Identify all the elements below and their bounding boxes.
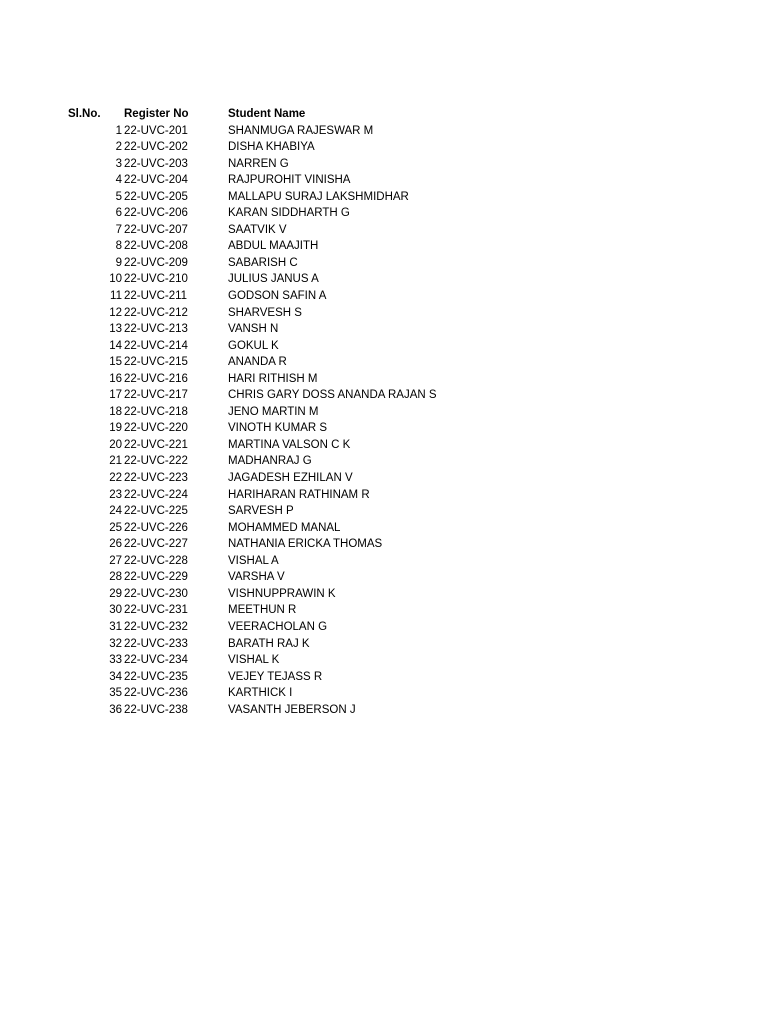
cell-slno: 34 bbox=[109, 670, 122, 683]
table-row bbox=[0, 669, 768, 686]
cell-student-name: CHRIS GARY DOSS ANANDA RAJAN S bbox=[228, 389, 437, 402]
cell-slno: 2 bbox=[115, 141, 122, 154]
cell-register-no: 22-UVC-230 bbox=[124, 587, 188, 600]
cell-register-no: 22-UVC-215 bbox=[124, 356, 188, 369]
student-list-sheet bbox=[0, 106, 768, 718]
cell-register-no: 22-UVC-206 bbox=[124, 207, 188, 220]
cell-student-name: ABDUL MAAJITH bbox=[228, 240, 319, 253]
cell-register-no: 22-UVC-211 bbox=[124, 290, 188, 303]
table-row bbox=[0, 437, 768, 454]
cell-register-no: 22-UVC-216 bbox=[124, 372, 188, 385]
cell-register-no: 22-UVC-223 bbox=[124, 472, 188, 485]
cell-register-no: 22-UVC-208 bbox=[124, 240, 188, 253]
cell-register-no: 22-UVC-207 bbox=[124, 223, 188, 236]
table-row bbox=[0, 487, 768, 504]
table-row bbox=[0, 503, 768, 520]
table-row bbox=[0, 238, 768, 255]
cell-student-name: RAJPUROHIT VINISHA bbox=[228, 174, 351, 187]
cell-student-name: VEERACHOLAN G bbox=[228, 620, 328, 633]
cell-register-no: 22-UVC-234 bbox=[124, 654, 188, 667]
header-slno: Sl.No. bbox=[68, 108, 101, 120]
table-body bbox=[0, 123, 768, 719]
table-row bbox=[0, 255, 768, 272]
cell-student-name: MEETHUN R bbox=[228, 604, 297, 617]
cell-slno: 36 bbox=[109, 703, 122, 716]
table-row bbox=[0, 156, 768, 173]
cell-register-no: 22-UVC-217 bbox=[124, 389, 188, 402]
cell-register-no: 22-UVC-225 bbox=[124, 505, 188, 518]
cell-slno: 28 bbox=[109, 571, 122, 584]
cell-register-no: 22-UVC-210 bbox=[124, 273, 188, 286]
cell-slno: 26 bbox=[109, 538, 122, 551]
cell-register-no: 22-UVC-203 bbox=[124, 157, 188, 170]
cell-slno: 8 bbox=[115, 240, 122, 253]
cell-student-name: DISHA KHABIYA bbox=[228, 141, 315, 154]
cell-register-no: 22-UVC-202 bbox=[124, 141, 188, 154]
cell-register-no: 22-UVC-201 bbox=[124, 124, 188, 137]
cell-student-name: MOHAMMED MANAL bbox=[228, 521, 341, 534]
cell-slno: 3 bbox=[115, 157, 122, 170]
cell-student-name: HARIHARAN RATHINAM R bbox=[228, 488, 370, 501]
cell-student-name: VARSHA V bbox=[228, 571, 285, 584]
table-row bbox=[0, 172, 768, 189]
cell-slno: 7 bbox=[115, 223, 122, 236]
cell-register-no: 22-UVC-213 bbox=[124, 323, 188, 336]
table-row bbox=[0, 305, 768, 322]
cell-student-name: GOKUL K bbox=[228, 339, 279, 352]
table-row bbox=[0, 619, 768, 636]
cell-student-name: VISHNUPPRAWIN K bbox=[228, 587, 336, 600]
cell-student-name: VISHAL K bbox=[228, 654, 280, 667]
table-row bbox=[0, 586, 768, 603]
cell-slno: 13 bbox=[109, 323, 122, 336]
table-row bbox=[0, 288, 768, 305]
table-row bbox=[0, 520, 768, 537]
cell-student-name: VISHAL A bbox=[228, 554, 279, 567]
table-row bbox=[0, 636, 768, 653]
table-row bbox=[0, 702, 768, 719]
table-row bbox=[0, 387, 768, 404]
cell-student-name: MALLAPU SURAJ LAKSHMIDHAR bbox=[228, 190, 409, 203]
cell-slno: 22 bbox=[109, 472, 122, 485]
cell-slno: 18 bbox=[109, 405, 122, 418]
cell-register-no: 22-UVC-220 bbox=[124, 422, 188, 435]
cell-slno: 10 bbox=[109, 273, 122, 286]
cell-register-no: 22-UVC-205 bbox=[124, 190, 188, 203]
table-row bbox=[0, 553, 768, 570]
cell-student-name: MARTINA VALSON C K bbox=[228, 438, 351, 451]
cell-register-no: 22-UVC-221 bbox=[124, 438, 188, 451]
cell-register-no: 22-UVC-228 bbox=[124, 554, 188, 567]
cell-student-name: JULIUS JANUS A bbox=[228, 273, 319, 286]
table-row bbox=[0, 536, 768, 553]
cell-student-name: VANSH N bbox=[228, 323, 279, 336]
table-header-row bbox=[0, 106, 768, 123]
cell-student-name: SAATVIK V bbox=[228, 223, 287, 236]
cell-slno: 25 bbox=[109, 521, 122, 534]
cell-student-name: JAGADESH EZHILAN V bbox=[228, 472, 353, 485]
cell-slno: 17 bbox=[109, 389, 122, 402]
cell-slno: 35 bbox=[109, 687, 122, 700]
table-row bbox=[0, 404, 768, 421]
cell-register-no: 22-UVC-232 bbox=[124, 620, 188, 633]
cell-slno: 23 bbox=[109, 488, 122, 501]
table-row bbox=[0, 205, 768, 222]
cell-slno: 4 bbox=[115, 174, 122, 187]
cell-student-name: BARATH RAJ K bbox=[228, 637, 310, 650]
cell-register-no: 22-UVC-229 bbox=[124, 571, 188, 584]
table-row bbox=[0, 420, 768, 437]
cell-slno: 16 bbox=[109, 372, 122, 385]
cell-student-name: JENO MARTIN M bbox=[228, 405, 319, 418]
table-row bbox=[0, 371, 768, 388]
cell-register-no: 22-UVC-227 bbox=[124, 538, 188, 551]
table-row bbox=[0, 354, 768, 371]
cell-slno: 5 bbox=[115, 190, 122, 203]
cell-student-name: GODSON SAFIN A bbox=[228, 290, 327, 303]
cell-student-name: SARVESH P bbox=[228, 505, 294, 518]
cell-student-name: SABARISH C bbox=[228, 256, 298, 269]
cell-register-no: 22-UVC-224 bbox=[124, 488, 188, 501]
table-row bbox=[0, 123, 768, 140]
cell-slno: 24 bbox=[109, 505, 122, 518]
cell-register-no: 22-UVC-231 bbox=[124, 604, 188, 617]
cell-student-name: VEJEY TEJASS R bbox=[228, 670, 323, 683]
cell-student-name: VASANTH JEBERSON J bbox=[228, 703, 356, 716]
cell-slno: 15 bbox=[109, 356, 122, 369]
cell-register-no: 22-UVC-204 bbox=[124, 174, 188, 187]
cell-slno: 27 bbox=[109, 554, 122, 567]
cell-slno: 32 bbox=[109, 637, 122, 650]
table-row bbox=[0, 139, 768, 156]
cell-slno: 33 bbox=[109, 654, 122, 667]
table-row bbox=[0, 652, 768, 669]
cell-slno: 30 bbox=[109, 604, 122, 617]
cell-register-no: 22-UVC-212 bbox=[124, 306, 188, 319]
table-row bbox=[0, 685, 768, 702]
cell-slno: 12 bbox=[109, 306, 122, 319]
cell-register-no: 22-UVC-226 bbox=[124, 521, 188, 534]
table-row bbox=[0, 271, 768, 288]
cell-student-name: KARAN SIDDHARTH G bbox=[228, 207, 350, 220]
cell-student-name: VINOTH KUMAR S bbox=[228, 422, 328, 435]
table-row bbox=[0, 569, 768, 586]
cell-student-name: HARI RITHISH M bbox=[228, 372, 318, 385]
cell-register-no: 22-UVC-233 bbox=[124, 637, 188, 650]
cell-register-no: 22-UVC-236 bbox=[124, 687, 188, 700]
table-row bbox=[0, 222, 768, 239]
cell-slno: 21 bbox=[109, 455, 122, 468]
cell-student-name: SHANMUGA RAJESWAR M bbox=[228, 124, 374, 137]
cell-register-no: 22-UVC-222 bbox=[124, 455, 188, 468]
cell-student-name: SHARVESH S bbox=[228, 306, 302, 319]
cell-slno: 1 bbox=[115, 124, 122, 137]
cell-student-name: MADHANRAJ G bbox=[228, 455, 312, 468]
cell-slno: 19 bbox=[109, 422, 122, 435]
table-row bbox=[0, 470, 768, 487]
cell-register-no: 22-UVC-214 bbox=[124, 339, 188, 352]
cell-student-name: ANANDA R bbox=[228, 356, 287, 369]
cell-student-name: NARREN G bbox=[228, 157, 289, 170]
cell-student-name: NATHANIA ERICKA THOMAS bbox=[228, 538, 383, 551]
cell-slno: 31 bbox=[109, 620, 122, 633]
cell-slno: 11 bbox=[110, 290, 122, 303]
cell-slno: 20 bbox=[109, 438, 122, 451]
table-row bbox=[0, 602, 768, 619]
table-row bbox=[0, 189, 768, 206]
cell-slno: 14 bbox=[109, 339, 122, 352]
cell-slno: 9 bbox=[115, 256, 122, 269]
table-row bbox=[0, 321, 768, 338]
table-row bbox=[0, 338, 768, 355]
cell-register-no: 22-UVC-238 bbox=[124, 703, 188, 716]
header-student-name: Student Name bbox=[228, 108, 306, 120]
cell-slno: 6 bbox=[115, 207, 122, 220]
header-register-no: Register No bbox=[124, 108, 189, 120]
cell-student-name: KARTHICK I bbox=[228, 687, 293, 700]
table-row bbox=[0, 453, 768, 470]
cell-slno: 29 bbox=[109, 587, 122, 600]
cell-register-no: 22-UVC-209 bbox=[124, 256, 188, 269]
cell-register-no: 22-UVC-218 bbox=[124, 405, 188, 418]
cell-register-no: 22-UVC-235 bbox=[124, 670, 188, 683]
